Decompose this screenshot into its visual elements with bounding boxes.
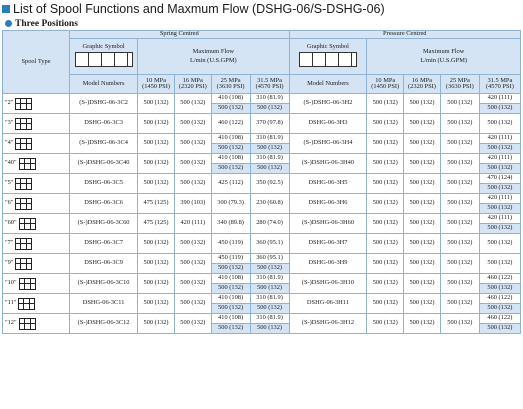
spring-model-number: (S-)DSHG-06-3C12 — [70, 314, 138, 334]
spring-flow-10: 500 (132) — [138, 274, 175, 294]
flow-value: 500 (132) — [212, 284, 250, 293]
spring-flow-10: 500 (132) — [138, 154, 175, 174]
spool-type-cell — [3, 194, 70, 214]
spool-symbol-icon — [15, 138, 32, 150]
spool-symbol-icon — [15, 98, 32, 110]
spool-type-cell — [3, 154, 70, 174]
pressure-model-number: DSHG-06-3H9 — [289, 254, 367, 274]
spring-flow-16: 500 (132) — [174, 94, 211, 114]
pressure-flow-10: 500 (132) — [367, 294, 404, 314]
flow-value: 450 (119) — [212, 254, 250, 264]
spool-type-label: "6" — [5, 199, 14, 207]
pressure-flow-25: 500 (132) — [440, 174, 479, 194]
spool-type-header: Spool Type — [3, 31, 70, 94]
table-row — [3, 134, 521, 154]
spring-flow-25 — [211, 154, 250, 174]
pressure-flow-315 — [479, 174, 520, 194]
pressure-flow-16: 500 (132) — [404, 94, 441, 114]
spool-type-cell — [3, 134, 70, 154]
pressure-flow-315: 500 (132) — [479, 234, 520, 254]
spool-type-label: "11" — [5, 299, 17, 307]
pressure-flow-10: 500 (132) — [367, 94, 404, 114]
spool-type-label: "40" — [5, 159, 17, 167]
spring-model-number: (S-)DSHG-06-3C4 — [70, 134, 138, 154]
table-row — [3, 174, 521, 194]
page-header — [0, 0, 523, 17]
spring-flow-16: 500 (132) — [174, 254, 211, 274]
flow-value: 460 (122) — [480, 274, 520, 284]
flow-value: 500 (132) — [251, 304, 289, 313]
spool-symbol-icon — [15, 118, 32, 130]
pressure-flow-315 — [479, 134, 520, 154]
pressure-flow-16: 500 (132) — [404, 174, 441, 194]
flow-value: 500 (132) — [480, 204, 520, 213]
flow-value: 500 (132) — [212, 164, 250, 173]
pressure-flow-10: 500 (132) — [367, 314, 404, 334]
flow-value: 500 (132) — [480, 324, 520, 333]
flow-value: 500 (132) — [480, 284, 520, 293]
spool-type-cell — [3, 314, 70, 334]
pressure-model-number: DSHG-06-3H5 — [289, 174, 367, 194]
flow-value: 500 (132) — [480, 104, 520, 113]
pressure-flow-25: 500 (132) — [440, 194, 479, 214]
pressure-flow-10: 500 (132) — [367, 114, 404, 134]
spring-flow-25 — [211, 274, 250, 294]
flow-value: 420 (111) — [480, 194, 520, 204]
spring-flow-10: 500 (132) — [138, 174, 175, 194]
flow-value: 310 (81.9) — [251, 274, 289, 284]
spool-type-cell — [3, 214, 70, 234]
pressure-model-number: (S-)DSHG-06-3H60 — [289, 214, 367, 234]
spring-flow-25 — [211, 294, 250, 314]
spring-flow-25: 300 (79.3) — [211, 194, 250, 214]
flow-value: 410 (108) — [212, 94, 250, 104]
pressure-model-number: (S-)DSHG-06-3H2 — [289, 94, 367, 114]
spool-symbol-icon — [15, 258, 32, 270]
flow-value: 360 (95.1) — [251, 254, 289, 264]
flow-value: 500 (132) — [212, 144, 250, 153]
spring-flow-16: 500 (132) — [174, 234, 211, 254]
pressure-flow-10: 500 (132) — [367, 214, 404, 234]
spring-model-number: DSHG-06-3C5 — [70, 174, 138, 194]
graphic-symbol-header: Graphic Symbol — [70, 39, 138, 75]
pressure-flow-315 — [479, 154, 520, 174]
pressure-model-number: (S-)DSHG-06-3H12 — [289, 314, 367, 334]
section-header — [0, 17, 523, 30]
spring-flow-315: 230 (60.8) — [250, 194, 289, 214]
graphic-symbol-header: Graphic Symbol — [289, 39, 367, 75]
spool-symbol-icon — [19, 318, 36, 330]
pressure-flow-16: 500 (132) — [404, 314, 441, 334]
table-row — [3, 294, 521, 314]
pressure-flow-16: 500 (132) — [404, 194, 441, 214]
table-row — [3, 274, 521, 294]
pressure-flow-10: 500 (132) — [367, 194, 404, 214]
spring-flow-10: 500 (132) — [138, 94, 175, 114]
pressure-flow-25: 500 (132) — [440, 114, 479, 134]
spool-type-cell — [3, 274, 70, 294]
pressure-flow-16: 500 (132) — [404, 114, 441, 134]
pressure-model-number: DSHG-06-3H7 — [289, 234, 367, 254]
pressure-flow-16: 500 (132) — [404, 254, 441, 274]
max-flow-header: Maximum Flow L/min (U.S.GPM) — [138, 39, 289, 75]
spool-type-label: "10" — [5, 279, 17, 287]
flow-value: 500 (132) — [212, 264, 250, 273]
spring-flow-25 — [211, 254, 250, 274]
pressure-flow-25: 500 (132) — [440, 294, 479, 314]
spring-flow-10: 500 (132) — [138, 234, 175, 254]
table-row — [3, 234, 521, 254]
spring-flow-16: 420 (111) — [174, 214, 211, 234]
flow-value: 500 (132) — [251, 104, 289, 113]
pressure-flow-25: 500 (132) — [440, 134, 479, 154]
flow-value: 500 (132) — [212, 104, 250, 113]
flow-value: 310 (81.9) — [251, 314, 289, 324]
pressure-flow-25: 500 (132) — [440, 234, 479, 254]
spool-type-label: "7" — [5, 239, 14, 247]
pressure-model-number: (S-)DSHG-06-3H4 — [289, 134, 367, 154]
pressure-flow-25: 500 (132) — [440, 154, 479, 174]
pressure-flow-25: 500 (132) — [440, 254, 479, 274]
spring-flow-25: 340 (89.8) — [211, 214, 250, 234]
spool-symbol-icon — [18, 298, 35, 310]
flow-value: 410 (108) — [212, 294, 250, 304]
pressure-model-number: (S-)DSHG-06-3H10 — [289, 274, 367, 294]
spool-type-label: "9" — [5, 259, 14, 267]
flow-value: 500 (132) — [480, 144, 520, 153]
spool-function-table — [2, 30, 521, 334]
pressure-flow-10: 500 (132) — [367, 274, 404, 294]
spool-symbol-icon — [15, 238, 32, 250]
flow-value: 310 (81.9) — [251, 134, 289, 144]
spring-flow-10: 500 (132) — [138, 294, 175, 314]
flow-value: 420 (111) — [480, 134, 520, 144]
pressure-flow-315 — [479, 214, 520, 234]
spring-flow-315: 360 (95.1) — [250, 234, 289, 254]
pressure-flow-315 — [479, 94, 520, 114]
pressure-flow-10: 500 (132) — [367, 174, 404, 194]
spring-flow-25 — [211, 134, 250, 154]
pressure-flow-16: 500 (132) — [404, 274, 441, 294]
spring-flow-25 — [211, 94, 250, 114]
spring-flow-10: 475 (125) — [138, 214, 175, 234]
spool-type-cell — [3, 174, 70, 194]
flow-value: 500 (132) — [480, 224, 520, 233]
pressure-flow-25: 500 (132) — [440, 94, 479, 114]
spring-flow-315 — [250, 274, 289, 294]
pressure-flow-315 — [479, 314, 520, 334]
pressure-25-header: 25 MPa (3630 PSI) — [440, 75, 479, 94]
spring-flow-315 — [250, 154, 289, 174]
pressure-10-header: 10 MPa (1450 PSI) — [367, 75, 404, 94]
spring-flow-16: 500 (132) — [174, 174, 211, 194]
pressure-model-number: DSHG-06-3H11 — [289, 294, 367, 314]
spring-flow-315: 370 (97.8) — [250, 114, 289, 134]
flow-value: 310 (81.9) — [251, 94, 289, 104]
pressure-model-number: (S-)DSHG-06-3H40 — [289, 154, 367, 174]
model-numbers-header: Model Numbers — [289, 75, 367, 94]
table-row — [3, 94, 521, 114]
spring-flow-16: 500 (132) — [174, 154, 211, 174]
pressure-315-header: 31.5 MPa (4570 PSI) — [250, 75, 289, 94]
spring-flow-315 — [250, 314, 289, 334]
spring-flow-16: 500 (132) — [174, 274, 211, 294]
pressure-flow-315: 500 (132) — [479, 114, 520, 134]
flow-value: 410 (108) — [212, 274, 250, 284]
spring-flow-315 — [250, 94, 289, 114]
spring-flow-16: 500 (132) — [174, 314, 211, 334]
pressure-flow-315 — [479, 194, 520, 214]
flow-value: 410 (108) — [212, 314, 250, 324]
pressure-flow-25: 500 (132) — [440, 274, 479, 294]
table-row — [3, 154, 521, 174]
spring-model-number: DSHG-06-3C7 — [70, 234, 138, 254]
table-row — [3, 214, 521, 234]
table-row — [3, 254, 521, 274]
model-numbers-header: Model Numbers — [70, 75, 138, 94]
spool-type-cell — [3, 254, 70, 274]
spring-flow-10: 475 (125) — [138, 194, 175, 214]
flow-value: 500 (132) — [212, 304, 250, 313]
spring-flow-315 — [250, 254, 289, 274]
spring-flow-315 — [250, 134, 289, 154]
valve-symbol-icon — [299, 52, 357, 67]
pressure-flow-10: 500 (132) — [367, 154, 404, 174]
pressure-315-header: 31.5 MPa (4570 PSI) — [479, 75, 520, 94]
flow-value: 420 (111) — [480, 94, 520, 104]
flow-value: 500 (132) — [251, 144, 289, 153]
spring-flow-16: 390 (103) — [174, 194, 211, 214]
spring-model-number: DSHG-06-3C6 — [70, 194, 138, 214]
pressure-flow-16: 500 (132) — [404, 214, 441, 234]
spring-flow-10: 500 (132) — [138, 114, 175, 134]
table-row — [3, 314, 521, 334]
spring-model-number: (S-)DSHG-06-3C40 — [70, 154, 138, 174]
spring-model-number: (S-)DSHG-06-3C2 — [70, 94, 138, 114]
spool-type-cell — [3, 234, 70, 254]
flow-value: 500 (132) — [251, 264, 289, 273]
pressure-model-number: DSHG-06-3H3 — [289, 114, 367, 134]
flow-value: 500 (132) — [212, 324, 250, 333]
spring-flow-25 — [211, 314, 250, 334]
pressure-flow-25: 500 (132) — [440, 214, 479, 234]
flow-value: 460 (122) — [480, 294, 520, 304]
spring-model-number: (S-)DSHG-06-3C10 — [70, 274, 138, 294]
pressure-flow-10: 500 (132) — [367, 134, 404, 154]
spring-flow-315: 280 (74.0) — [250, 214, 289, 234]
spool-type-cell — [3, 294, 70, 314]
spool-type-cell — [3, 94, 70, 114]
pressure-16-header: 16 MPa (2320 PSI) — [404, 75, 441, 94]
pressure-flow-16: 500 (132) — [404, 294, 441, 314]
square-bullet-icon — [2, 5, 10, 13]
spool-symbol-icon — [15, 198, 32, 210]
flow-value: 310 (81.9) — [251, 154, 289, 164]
spool-type-cell — [3, 114, 70, 134]
flow-value: 500 (132) — [480, 164, 520, 173]
spring-flow-10: 500 (132) — [138, 314, 175, 334]
pressure-flow-315: 500 (132) — [479, 254, 520, 274]
flow-value: 460 (122) — [480, 314, 520, 324]
spring-centred-header: Spring Centred — [70, 31, 289, 39]
pressure-flow-16: 500 (132) — [404, 154, 441, 174]
pressure-flow-315 — [479, 294, 520, 314]
spring-flow-10: 500 (132) — [138, 254, 175, 274]
spring-model-number: DSHG-06-3C9 — [70, 254, 138, 274]
spring-flow-315: 350 (92.5) — [250, 174, 289, 194]
pressure-10-header: 10 MPa (1450 PSI) — [138, 75, 175, 94]
pressure-model-number: DSHG-06-3H6 — [289, 194, 367, 214]
pressure-16-header: 16 MPa (2320 PSI) — [174, 75, 211, 94]
spring-model-number: (S-)DSHG-06-3C60 — [70, 214, 138, 234]
spring-flow-16: 500 (132) — [174, 114, 211, 134]
spring-flow-25: 425 (112) — [211, 174, 250, 194]
spring-flow-10: 500 (132) — [138, 134, 175, 154]
pressure-flow-315 — [479, 274, 520, 294]
spool-symbol-icon — [19, 218, 36, 230]
flow-value: 410 (108) — [212, 154, 250, 164]
flow-value: 500 (132) — [251, 284, 289, 293]
pressure-flow-16: 500 (132) — [404, 134, 441, 154]
flow-value: 500 (132) — [480, 184, 520, 193]
page-title: List of Spool Functions and Maxmum Flow (DSHG-06/S-DSHG-06) — [13, 1, 385, 16]
pressure-flow-10: 500 (132) — [367, 254, 404, 274]
section-title: Three Positions — [15, 18, 78, 29]
pressure-25-header: 25 MPa (3630 PSI) — [211, 75, 250, 94]
table-row — [3, 114, 521, 134]
spring-model-number: DSHG-06-3C3 — [70, 114, 138, 134]
flow-value: 420 (111) — [480, 154, 520, 164]
spool-type-label: "4" — [5, 139, 14, 147]
spring-model-number: DSHG-06-3C11 — [70, 294, 138, 314]
flow-value: 310 (81.9) — [251, 294, 289, 304]
spool-type-label: "2" — [5, 99, 14, 107]
spool-type-label: "60" — [5, 219, 17, 227]
pressure-centred-header: Pressure Centred — [289, 31, 520, 39]
spring-flow-25: 460 (122) — [211, 114, 250, 134]
flow-value: 470 (124) — [480, 174, 520, 184]
flow-value: 500 (132) — [480, 304, 520, 313]
spool-symbol-icon — [15, 178, 32, 190]
table-row — [3, 194, 521, 214]
flow-value: 410 (108) — [212, 134, 250, 144]
spool-type-label: "3" — [5, 119, 14, 127]
flow-value: 420 (111) — [480, 214, 520, 224]
pressure-flow-10: 500 (132) — [367, 234, 404, 254]
spool-symbol-icon — [19, 278, 36, 290]
pressure-flow-25: 500 (132) — [440, 314, 479, 334]
spool-type-label: "12" — [5, 319, 17, 327]
max-flow-header: Maximum Flow L/min (U.S.GPM) — [367, 39, 521, 75]
spool-symbol-icon — [19, 158, 36, 170]
spring-flow-16: 500 (132) — [174, 134, 211, 154]
spool-type-label: "5" — [5, 179, 14, 187]
spring-flow-315 — [250, 294, 289, 314]
flow-value: 500 (132) — [251, 164, 289, 173]
spring-flow-16: 500 (132) — [174, 294, 211, 314]
dot-bullet-icon — [5, 20, 12, 27]
spring-flow-25: 450 (119) — [211, 234, 250, 254]
valve-symbol-icon — [75, 52, 133, 67]
pressure-flow-16: 500 (132) — [404, 234, 441, 254]
flow-value: 500 (132) — [251, 324, 289, 333]
